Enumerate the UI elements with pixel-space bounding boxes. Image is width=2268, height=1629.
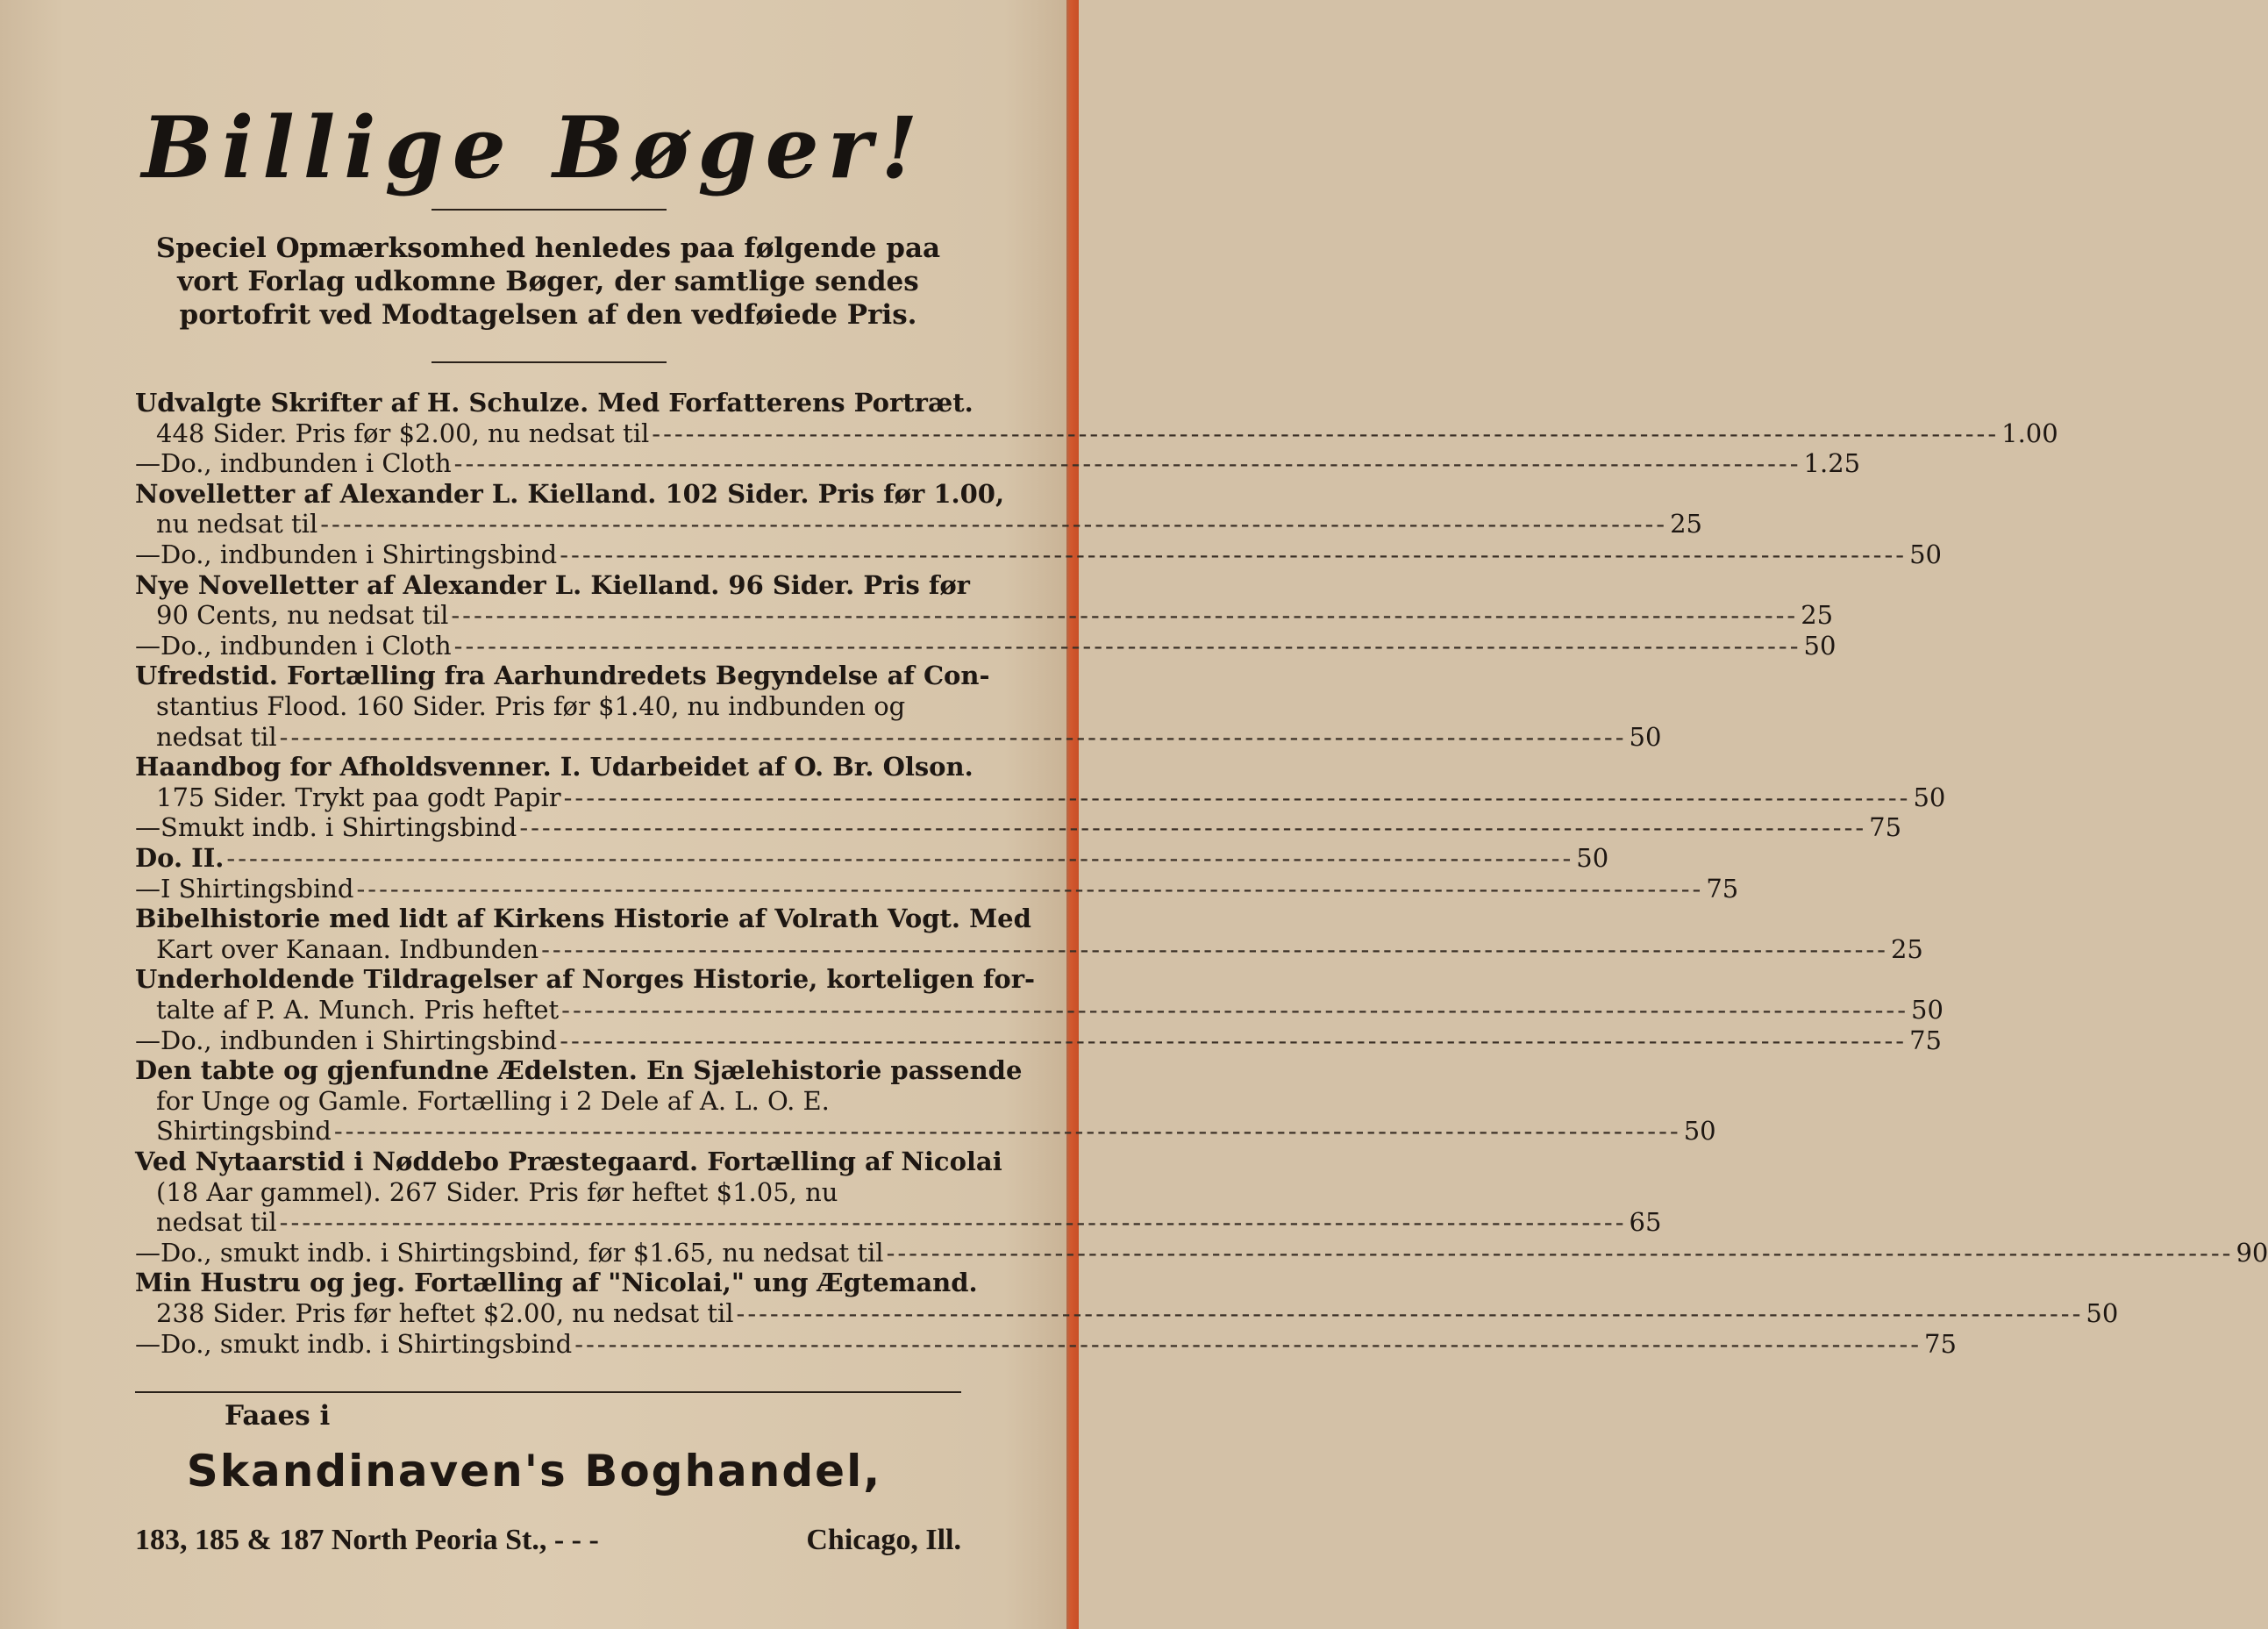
catalog-line: [156, 509, 1702, 539]
catalog-line-price: 50: [1576, 843, 1609, 873]
catalog-line: [156, 1177, 961, 1207]
dot-leader: ------------------------------------------------------------------------------------------------------------------------: [561, 995, 1909, 1025]
catalog-line-text: —I Shirtingsbind: [135, 873, 354, 904]
catalog-line-text: nedsat til: [156, 1207, 277, 1238]
dot-leader: ------------------------------------------------------------------------------------------------------------------------: [279, 1207, 1627, 1238]
catalog-line-price: 50: [1629, 721, 1662, 752]
catalog-line-text: —Do., indbunden i Cloth: [135, 630, 452, 661]
catalog-line: [156, 933, 1923, 964]
dot-leader: ------------------------------------------------------------------------------------------------------------------------: [451, 600, 1799, 631]
catalog-line: [135, 630, 1837, 661]
catalog-line-text: Nye Novelletter af Alexander L. Kielland. 96 Sider. Pris før: [135, 569, 970, 600]
store-address: [135, 1524, 961, 1557]
dot-leader: ------------------------------------------------------------------------------------------------------------------------: [886, 1237, 2234, 1268]
catalog-line-price: 50: [1683, 1116, 1716, 1147]
dot-leader: ------------------------------------------------------------------------------------------------------------------------: [333, 1116, 1681, 1147]
catalog-line-text: —Smukt indb. i Shirtingsbind: [135, 812, 517, 843]
address-city: Chicago, Ill.: [806, 1524, 961, 1556]
footer-divider: [135, 1391, 961, 1393]
dot-leader: ------------------------------------------------------------------------------------------------------------------------: [226, 843, 1574, 873]
dot-leader: ------------------------------------------------------------------------------------------------------------------------: [453, 630, 1801, 661]
catalog-line: [156, 691, 961, 721]
page-title: Billige Bøger!: [141, 98, 927, 197]
catalog-line-text: Underholdende Tildragelser af Norges Historie, korteligen for-: [135, 964, 1036, 995]
dot-leader: ------------------------------------------------------------------------------------------------------------------------: [279, 721, 1627, 752]
dot-leader: ------------------------------------------------------------------------------------------------------------------------: [560, 1025, 1908, 1055]
dot-leader: ------------------------------------------------------------------------------------------------------------------------: [560, 539, 1908, 569]
catalog-line-text: Haandbog for Afholdsvenner. I. Udarbeidet af O. Br. Olson.: [135, 752, 974, 782]
dot-leader: ------------------------------------------------------------------------------------------------------------------------: [356, 873, 1704, 904]
available-at-label: Faaes i: [225, 1400, 331, 1432]
catalog-line: [135, 448, 1861, 479]
catalog-line-price: 1.00: [2001, 418, 2058, 448]
catalog-line: [156, 1086, 961, 1116]
catalog-line-text: 238 Sider. Pris før heftet $2.00, nu nedsat til: [156, 1298, 734, 1328]
catalog-line: [135, 873, 1739, 904]
catalog-line-price: 75: [1706, 873, 1739, 904]
catalog-line: [135, 388, 974, 418]
catalog-line: [135, 1237, 2268, 1268]
catalog-line-price: 50: [2086, 1298, 2119, 1328]
catalog-line: [156, 721, 1662, 752]
catalog-line: [135, 1328, 1957, 1359]
catalog-line-text: for Unge og Gamle. Fortælling i 2 Dele af A. L. O. E.: [156, 1085, 830, 1116]
catalog-line: [135, 843, 1609, 873]
catalog-line-text: Den tabte og gjenfundne Ædelsten. En Sjælehistorie passende: [135, 1055, 1023, 1086]
catalog-line: [135, 569, 970, 600]
catalog-line: [135, 752, 974, 782]
dot-leader: ------------------------------------------------------------------------------------------------------------------------: [736, 1298, 2084, 1328]
catalog-line-price: 50: [1913, 782, 1946, 812]
dot-leader: ------------------------------------------------------------------------------------------------------------------------: [453, 448, 1801, 479]
catalog-line-text: Udvalgte Skrifter af H. Schulze. Med Forfatterens Portræt.: [135, 388, 974, 418]
catalog-line: [156, 418, 2058, 448]
catalog-line-text: —Do., indbunden i Shirtingsbind: [135, 539, 558, 569]
dot-leader: ------------------------------------------------------------------------------------------------------------------------: [652, 418, 2000, 448]
title-divider: [431, 209, 667, 211]
catalog-line: [135, 539, 1942, 569]
catalog-line-price: 25: [1670, 509, 1702, 539]
catalog-line-price: 25: [1890, 933, 1923, 964]
catalog-line-price: 1.25: [1803, 448, 1861, 479]
dot-leader: ------------------------------------------------------------------------------------------------------------------------: [574, 1328, 1922, 1359]
catalog-line-text: Ufredstid. Fortælling fra Aarhundredets Begyndelse af Con-: [135, 661, 990, 691]
catalog-line-text: Shirtingsbind: [156, 1116, 332, 1147]
catalog-line-text: (18 Aar gammel). 267 Sider. Pris før heftet $1.05, nu: [156, 1176, 838, 1207]
dot-leader: ------------------------------------------------------------------------------------------------------------------------: [541, 933, 1888, 964]
catalog-line-text: nu nedsat til: [156, 509, 318, 539]
catalog-line-text: 175 Sider. Trykt paa godt Papir: [156, 782, 561, 812]
catalog-line: [135, 812, 1902, 843]
catalog-line-text: stantius Flood. 160 Sider. Pris før $1.40, nu indbunden og: [156, 691, 906, 721]
catalog-line-text: Bibelhistorie med lidt af Kirkens Historie af Volrath Vogt. Med: [135, 904, 1031, 934]
catalog-line-price: 25: [1801, 600, 1834, 631]
catalog-line-text: Min Hustru og jeg. Fortælling af "Nicolai," ung Ægtemand.: [135, 1268, 978, 1298]
catalog-line: [135, 661, 990, 691]
store-name: Skandinaven's Boghandel,: [186, 1446, 882, 1497]
catalog-line: [135, 904, 1031, 934]
catalog-line: [156, 1207, 1662, 1238]
catalog-line-text: —Do., smukt indb. i Shirtingsbind, før $1.65, nu nedsat til: [135, 1237, 884, 1268]
catalog-line-text: 90 Cents, nu nedsat til: [156, 600, 449, 631]
catalog-line: [156, 600, 1834, 631]
dot-leader: ------------------------------------------------------------------------------------------------------------------------: [320, 509, 1668, 539]
catalog-line-text: —Do., smukt indb. i Shirtingsbind: [135, 1328, 573, 1359]
catalog-line-price: 75: [1924, 1328, 1957, 1359]
catalog-line-price: 65: [1629, 1207, 1662, 1238]
catalog-line: [156, 1298, 2119, 1328]
catalog-line-text: talte af P. A. Munch. Pris heftet: [156, 995, 560, 1025]
catalog-line-price: 90: [2236, 1237, 2268, 1268]
catalog-line: [135, 1025, 1942, 1055]
catalog-line-price: 50: [1909, 539, 1942, 569]
catalog-line-price: 50: [1911, 995, 1943, 1025]
catalog-line-text: Kart over Kanaan. Indbunden: [156, 933, 539, 964]
catalog-line-text: Novelletter af Alexander L. Kielland. 102 Sider. Pris før 1.00,: [135, 478, 1005, 509]
catalog-line-text: nedsat til: [156, 721, 277, 752]
address-street: 183, 185 & 187 North Peoria St., - - -: [135, 1524, 599, 1556]
catalog-line-text: Ved Nytaarstid i Nøddebo Præstegaard. Fortælling af Nicolai: [135, 1147, 1002, 1176]
catalog-line-text: 448 Sider. Pris før $2.00, nu nedsat til: [156, 418, 650, 448]
catalog-line: [135, 1268, 978, 1298]
dot-leader: ------------------------------------------------------------------------------------------------------------------------: [519, 812, 1867, 843]
intro-divider: [431, 361, 667, 363]
catalog-line: [135, 1055, 1023, 1086]
catalog-line: [135, 478, 1005, 509]
catalog-line-price: 75: [1869, 812, 1902, 843]
catalog-line: [156, 782, 1946, 812]
catalog-line-text: —Do., indbunden i Shirtingsbind: [135, 1025, 558, 1055]
catalog-line-price: 50: [1803, 630, 1837, 661]
catalog-line: [156, 1116, 1716, 1147]
dot-leader: ------------------------------------------------------------------------------------------------------------------------: [563, 782, 1911, 812]
catalog-line-text: —Do., indbunden i Cloth: [135, 448, 452, 479]
catalog-line: [135, 1147, 1002, 1176]
catalog-line: [156, 995, 1943, 1025]
catalog-line-price: 75: [1909, 1025, 1942, 1055]
intro-paragraph: Speciel Opmærksomhed henledes paa følgende paa vort Forlag udkomne Bøger, der samtlige sendes portofrit ved Modtagelsen af den vedføiede Pris.: [155, 232, 941, 331]
catalog-line-text: Do. II.: [135, 843, 225, 873]
catalog-line: [135, 964, 1036, 995]
